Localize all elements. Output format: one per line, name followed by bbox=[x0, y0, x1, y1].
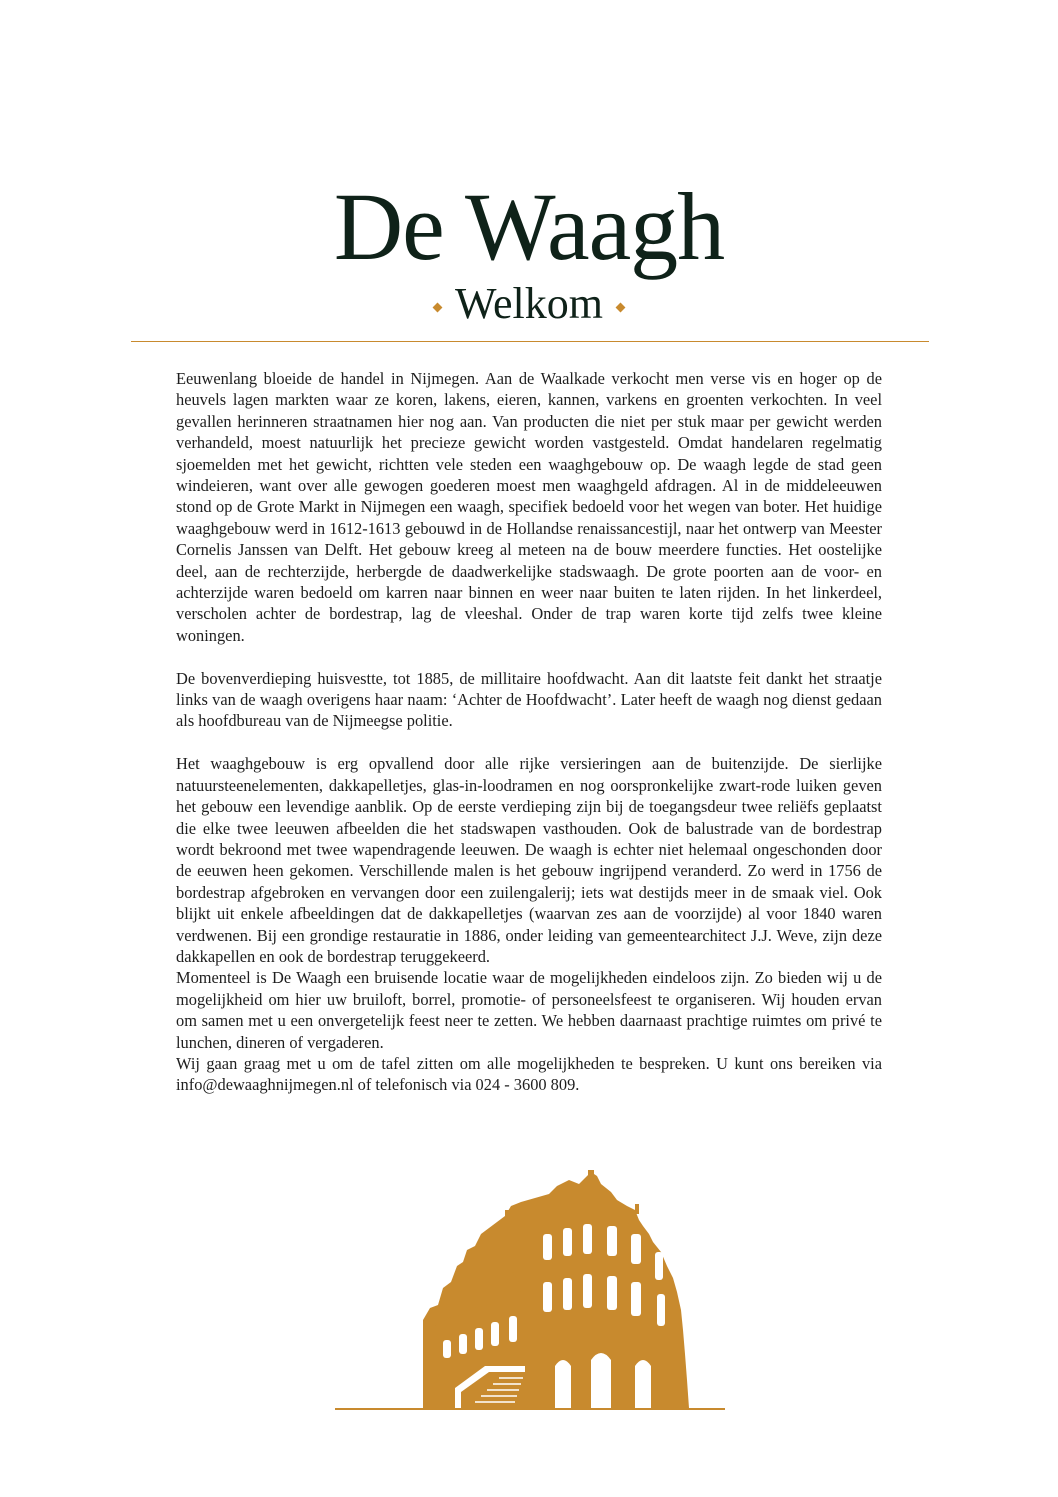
body-text bbox=[176, 368, 882, 1096]
paragraph-venue: Momenteel is De Waagh een bruisende locatie waar de mogelijkheden eindeloos zijn. Zo bieden wij u de mogelijkheid om hier uw bruiloft, borrel, promotie- of personeelsfeest te organiseren. Wij houden ervan om samen met u een onvergetelijk feest neer te zetten. We hebben daarnaast prachtige ruimtes om privé te lunchen, dineren of vergaderen. bbox=[176, 968, 882, 1052]
diamond-ornament-icon bbox=[433, 302, 443, 312]
diamond-ornament-icon bbox=[616, 302, 626, 312]
paragraph-architecture: Het waaghgebouw is erg opvallend door alle rijke versieringen aan de buitenzijde. De sierlijke natuursteenelementen, dakkapelletjes, glas-in-loodramen en nog oorspronkelijke zwart-rode luiken geven het gebouw een levendige aanblik. Op de eerste verdieping zijn bij de toegangsdeur twee reliëfs geplaatst die elke twee leeuwen afbeelden die het stadswapen vasthouden. Ook de balustrade van de bordestrap wordt bekroond met twee wapendragende leeuwen. De waagh is echter niet helemaal ongeschonden door de eeuwen heen gekomen. Verschillende malen is het gebouw ingrijpend veranderd. Zo werd in 1756 de bordestrap afgebroken en vervangen door een zuilengalerij; iets wat destijds meer in de smaak viel. Ook blijkt uit enkele afbeeldingen dat de dakkapelletjes (waarvan zes aan de voorzijde) al voor 1840 waren verdwenen. Bij een grondige restauratie in 1886, onder leiding van gemeentearchitect J.J. Weve, zijn deze dakkapellen en ook de bordestrap teruggekeerd. bbox=[176, 754, 882, 966]
paragraph-contact: Wij gaan graag met u om de tafel zitten om alle mogelijkheden te bespreken. U kunt ons bereiken via info@dewaaghnijmegen.nl of telefonisch via 024 - 3600 809. bbox=[176, 1053, 882, 1095]
paragraph-history: Eeuwenlang bloeide de handel in Nijmegen. Aan de Waalkade verkocht men verse vis en hoger op de heuvels lagen markten waar ze koren, lakens, eieren, kannen, varkens en groenten verkochten. In veel gevallen herinneren straatnamen hier nog aan. Van producten die niet per stuk maar per gewicht werden verhandeld, moest natuurlijk het precieze gewicht worden vastgesteld. Omdat handelaren regelmatig sjoemelden met het gewicht, richtten vele steden een waaghgebouw op. De waagh legde de stad geen windeieren, want over alle gewogen goederen moest men waaghgeld afdragen. Al in de middeleeuwen stond op de Grote Markt in Nijmegen een waagh, specifiek bedoeld voor het wegen van boter. Het huidige waaghgebouw werd in 1612-1613 gebouwd in de Hollandse renaissancestijl, naar het ontwerp van Meester Cornelis Janssen van Delft. Het gebouw kreeg al meteen na de bouw meerdere functies. Het oostelijke deel, aan de rechterzijde, herbergde de daadwerkelijke stadswaagh. De grote poorten aan de voor- en achterzijde waren bedoeld om karren naar binnen en weer naar buiten te laten rijden. In het linkerdeel, verscholen achter de bordestrap, lag de vleeshal. Onder de trap waren korte tijd zelfs twee kleine woningen. bbox=[176, 369, 882, 645]
paragraph-hoofdwacht: De bovenverdieping huisvestte, tot 1885, de millitaire hoofdwacht. Aan dit laatste feit dankt het straatje links van de waagh overigens haar naam: ‘Achter de Hoofdwacht’. Later heeft de waagh nog dienst gedaan als hoofdbureau van de Nijmeegse politie. bbox=[176, 668, 882, 731]
building-illustration-icon bbox=[335, 1170, 725, 1415]
page-subtitle: Welkom bbox=[455, 279, 603, 328]
divider bbox=[131, 341, 929, 342]
page-title: De Waagh bbox=[333, 173, 725, 280]
subtitle-row bbox=[0, 276, 1058, 332]
